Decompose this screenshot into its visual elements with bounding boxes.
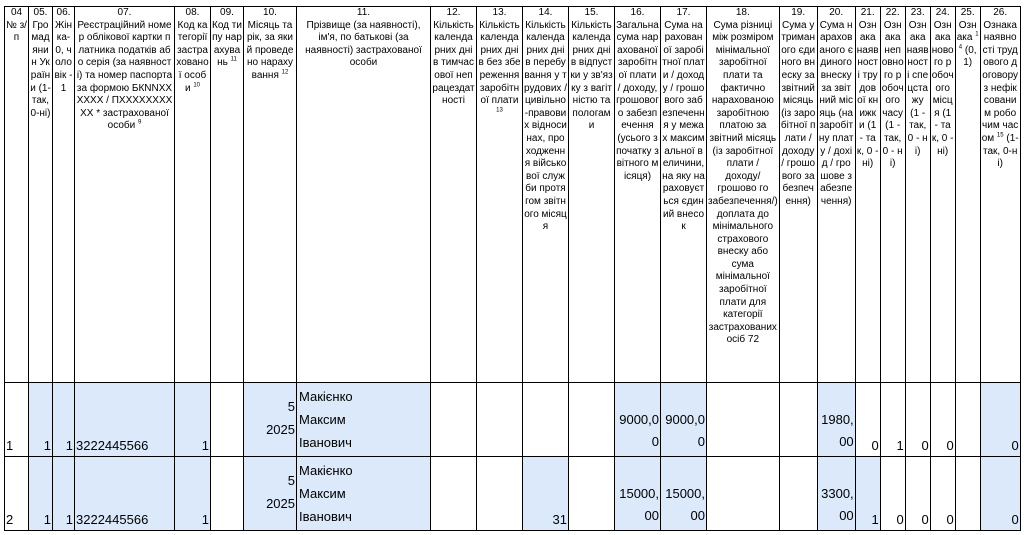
period-cell[interactable]: 5 2025 [244,457,297,531]
employment-book-cell[interactable]: 0 [855,383,880,457]
category-cell[interactable]: 1 [175,383,211,457]
header-col-07: 07. Реєстраційний номер облікової картки платника податків або серія (за наявності) та номер паспорта за формою БКNNXXXXXX / ПХXXXXXXXXX * застрахованої особи $^9$ [75,7,175,383]
header-col-18: 18. Сума різниці між розміром мінімальної заробітної плати та фактично нарахованою заробітною платою за звітний місяць (із заробітної плати / доходу/ грошово го забезпечення/) доплата до мінімального страхового внеску або сума мінімальної заробітної плати для категорії застрахованих осіб 72 [707,7,780,383]
header-col-09: 09. Код типу нарахувань $^{11}$ [211,7,244,383]
gender-cell[interactable]: 1 [53,457,75,531]
header-col-21: 21. Ознака наявності трудової книжки (1 - так, 0 - ні) [855,7,880,383]
flag-25-cell[interactable] [955,457,980,531]
full-name-cell[interactable]: Макієнко Максим Іванович [297,383,431,457]
sick-days-cell[interactable] [431,383,477,457]
withheld-contribution-cell[interactable] [779,383,817,457]
period-cell[interactable]: 5 2025 [244,383,297,457]
new-workplace-cell[interactable]: 0 [930,383,955,457]
min-wage-diff-cell[interactable] [707,457,780,531]
header-col-11: 11. Прізвище (за наявності), ім'я, по батькові (за наявності) застрахованої особи [297,7,431,383]
part-time-cell[interactable]: 0 [880,457,905,531]
header-row [5,7,1021,383]
special-service-cell[interactable]: 0 [905,383,930,457]
employment-book-cell[interactable]: 1 [855,457,880,531]
header-col-25: 25. Ознака $^{14}$ (0,1) [955,7,980,383]
header-col-24: 24. Ознака нового робочого місця (1 - так, 0 - ні) [930,7,955,383]
table-row [5,457,1021,531]
min-wage-diff-cell[interactable] [707,383,780,457]
header-col-22: 22. Ознака неповного робочого часу (1 - так, 0 - ні) [880,7,905,383]
work-days-cell[interactable]: 31 [523,457,569,531]
accrual-type-cell[interactable] [211,383,244,457]
header-col-16: 16. Загальна сума нарахованої заробітної плати / доходу, грошового забезпечення (усього з початку звітного місяця) [615,7,661,383]
header-col-13: 13. Кількість календарних днів без збереження заробітної плати $^{13}$ [477,7,523,383]
sick-days-cell[interactable] [431,457,477,531]
header-col-10: 10. Місяць та рік, за який проведено нарахування $^{12}$ [244,7,297,383]
total-accrued-cell[interactable]: 9000,00 [615,383,661,457]
header-col-05: 05. Громадянин України (1-так, 0-ні) [29,7,53,383]
special-service-cell[interactable]: 0 [905,457,930,531]
non-fixed-hours-cell[interactable]: 0 [980,383,1020,457]
capped-accrued-cell[interactable]: 9000,00 [661,383,707,457]
tax-id-cell[interactable]: 3222445566 [75,383,175,457]
citizen-cell[interactable]: 1 [29,457,53,531]
full-name-cell[interactable]: Макієнко Максим Іванович [297,457,431,531]
accrued-contribution-cell[interactable]: 1980,00 [817,383,855,457]
header-col-14: 14. Кількість календарних днів перебування у трудових / цивільно-правових відносинах, проходження військової служби протягом звітного місяця [523,7,569,383]
citizen-cell[interactable]: 1 [29,383,53,457]
row-number: 2 [5,457,29,531]
maternity-days-cell[interactable] [569,457,615,531]
header-col-26: 26. Ознака наявності трудового договору з нефіксованим робочим часом $^{15}$ (1-так, 0-ні) [980,7,1020,383]
unpaid-days-cell[interactable] [477,383,523,457]
row-number: 1 [5,383,29,457]
header-col-12: 12. Кількість календарних днів тимчасової непрацездатності [431,7,477,383]
non-fixed-hours-cell[interactable]: 0 [980,457,1020,531]
new-workplace-cell[interactable]: 0 [930,457,955,531]
header-col-19: 19. Сума утриманого єдиного внеску за звітний місяць (із заробітної плати / доходу / грошового забезпечення) [779,7,817,383]
header-col-08: 08. Код категорії застрахованої особи $^{10}$ [175,7,211,383]
header-col-23: 23. Ознака наявності спецстажу (1 - так, 0 - ні) [905,7,930,383]
withheld-contribution-cell[interactable] [779,457,817,531]
header-col-20: 20. Сума нарахованого єдиного внеску за звітний місяць (на заробітну плату / дохід / грошове забезпечення) [817,7,855,383]
header-col-15: 15. Кількість календарних днів відпустки у зв'язку з вагітністю та пологами [569,7,615,383]
category-cell[interactable]: 1 [175,457,211,531]
gender-cell[interactable]: 1 [53,383,75,457]
capped-accrued-cell[interactable]: 15000,00 [661,457,707,531]
header-col-04: 04 № з/п [5,7,29,383]
header-col-06: 06. Жінка-0, чоловік - 1 [53,7,75,383]
part-time-cell[interactable]: 1 [880,383,905,457]
accrued-contribution-cell[interactable]: 3300,00 [817,457,855,531]
accrual-type-cell[interactable] [211,457,244,531]
flag-25-cell[interactable] [955,383,980,457]
report-table [4,6,1021,531]
table-row [5,383,1021,457]
work-days-cell[interactable] [523,383,569,457]
unpaid-days-cell[interactable] [477,457,523,531]
total-accrued-cell[interactable]: 15000,00 [615,457,661,531]
header-col-17: 17. Сума нарахованої заробітної плати / доходу / грошового забезпечення у межах максимальної величини, на яку нараховується єдиний внесок [661,7,707,383]
maternity-days-cell[interactable] [569,383,615,457]
tax-id-cell[interactable]: 3222445566 [75,457,175,531]
